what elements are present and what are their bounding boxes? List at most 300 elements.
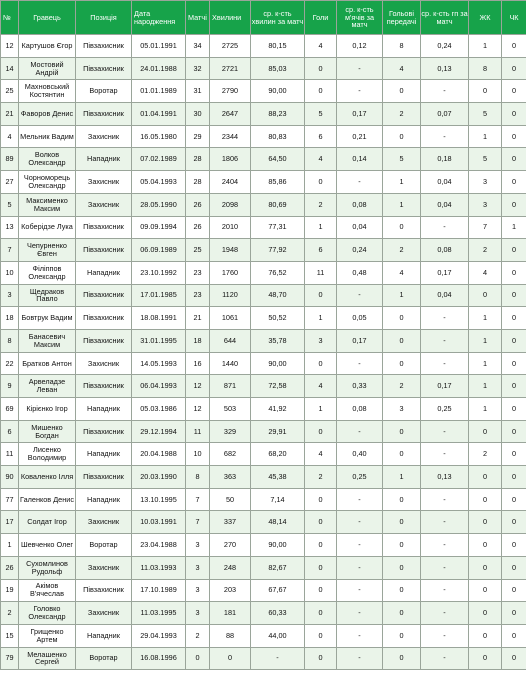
cell-goals-per-match: - (337, 556, 383, 579)
cell-yellow-cards: 1 (469, 398, 502, 421)
cell-red-cards: 0 (502, 443, 526, 466)
cell-num: 25 (1, 80, 19, 103)
cell-assists-per-match: 0,17 (421, 375, 469, 398)
cell-yellow-cards: 4 (469, 261, 502, 284)
cell-avg-minutes: 77,92 (251, 239, 305, 262)
cell-assists-per-match: 0,04 (421, 171, 469, 194)
cell-assists-per-match: - (421, 534, 469, 557)
cell-player-name: Мостовий Андрій (19, 57, 76, 80)
cell-avg-minutes: 80,83 (251, 125, 305, 148)
cell-minutes: 682 (210, 443, 251, 466)
table-row (1, 647, 526, 670)
cell-matches: 3 (186, 579, 210, 602)
cell-avg-minutes: 88,23 (251, 103, 305, 126)
table-row (1, 443, 526, 466)
cell-num: 3 (1, 284, 19, 307)
cell-assists-per-match: - (421, 420, 469, 443)
cell-num: 8 (1, 329, 19, 352)
cell-birth-date: 06.09.1989 (132, 239, 186, 262)
cell-birth-date: 20.04.1988 (132, 443, 186, 466)
cell-num: 6 (1, 420, 19, 443)
cell-player-name: Філіппов Олександр (19, 261, 76, 284)
cell-position: Захисник (76, 602, 132, 625)
cell-goals-per-match: 0,08 (337, 193, 383, 216)
cell-player-name: Коваленко Ілля (19, 466, 76, 489)
table-row (1, 579, 526, 602)
cell-player-name: Арвеладзе Леван (19, 375, 76, 398)
cell-birth-date: 18.08.1991 (132, 307, 186, 330)
cell-avg-minutes: 48,14 (251, 511, 305, 534)
cell-goals-per-match: - (337, 624, 383, 647)
cell-birth-date: 16.08.1996 (132, 647, 186, 670)
cell-assists: 0 (383, 125, 421, 148)
cell-player-name: Щедраков Павло (19, 284, 76, 307)
cell-avg-minutes: 67,67 (251, 579, 305, 602)
cell-yellow-cards: 5 (469, 103, 502, 126)
cell-birth-date: 24.01.1988 (132, 57, 186, 80)
cell-red-cards: 0 (502, 511, 526, 534)
cell-birth-date: 11.03.1995 (132, 602, 186, 625)
cell-avg-minutes: 80,69 (251, 193, 305, 216)
header-minutes: Хвилини (210, 1, 251, 35)
cell-minutes: 2010 (210, 216, 251, 239)
cell-position: Півзахисник (76, 216, 132, 239)
cell-goals-per-match: 0,25 (337, 466, 383, 489)
cell-position: Нападник (76, 443, 132, 466)
cell-minutes: 644 (210, 329, 251, 352)
cell-position: Захисник (76, 171, 132, 194)
cell-num: 79 (1, 647, 19, 670)
cell-yellow-cards: 0 (469, 624, 502, 647)
cell-position: Воротар (76, 647, 132, 670)
cell-player-name: Кірієнко Ігор (19, 398, 76, 421)
cell-matches: 21 (186, 307, 210, 330)
cell-minutes: 503 (210, 398, 251, 421)
cell-goals: 4 (305, 148, 337, 171)
cell-goals: 3 (305, 329, 337, 352)
cell-minutes: 329 (210, 420, 251, 443)
cell-assists: 0 (383, 329, 421, 352)
cell-yellow-cards: 2 (469, 443, 502, 466)
header-assists-per-match: ср. к-сть гп за матч (421, 1, 469, 35)
cell-position: Нападник (76, 624, 132, 647)
cell-red-cards: 0 (502, 103, 526, 126)
cell-red-cards: 0 (502, 284, 526, 307)
cell-goals-per-match: 0,40 (337, 443, 383, 466)
cell-position: Нападник (76, 488, 132, 511)
cell-assists: 0 (383, 647, 421, 670)
cell-yellow-cards: 3 (469, 171, 502, 194)
cell-birth-date: 01.04.1991 (132, 103, 186, 126)
cell-matches: 11 (186, 420, 210, 443)
cell-minutes: 248 (210, 556, 251, 579)
cell-position: Півзахисник (76, 307, 132, 330)
cell-goals-per-match: - (337, 80, 383, 103)
cell-player-name: Картушов Єгор (19, 35, 76, 58)
cell-matches: 10 (186, 443, 210, 466)
cell-assists: 5 (383, 148, 421, 171)
cell-num: 5 (1, 193, 19, 216)
cell-assists: 3 (383, 398, 421, 421)
table-row (1, 466, 526, 489)
cell-goals-per-match: 0,17 (337, 103, 383, 126)
cell-num: 1 (1, 534, 19, 557)
cell-goals-per-match: - (337, 647, 383, 670)
cell-minutes: 2725 (210, 35, 251, 58)
cell-goals: 0 (305, 624, 337, 647)
table-row (1, 352, 526, 375)
cell-player-name: Галенков Денис (19, 488, 76, 511)
cell-avg-minutes: 90,00 (251, 352, 305, 375)
cell-red-cards: 0 (502, 352, 526, 375)
cell-goals: 4 (305, 35, 337, 58)
cell-assists: 0 (383, 511, 421, 534)
cell-matches: 26 (186, 216, 210, 239)
cell-avg-minutes: 44,00 (251, 624, 305, 647)
cell-birth-date: 05.03.1986 (132, 398, 186, 421)
cell-goals: 0 (305, 556, 337, 579)
cell-num: 22 (1, 352, 19, 375)
cell-goals-per-match: - (337, 420, 383, 443)
cell-assists: 0 (383, 216, 421, 239)
cell-goals-per-match: - (337, 602, 383, 625)
cell-avg-minutes: 77,31 (251, 216, 305, 239)
cell-goals: 2 (305, 466, 337, 489)
cell-matches: 30 (186, 103, 210, 126)
cell-goals: 1 (305, 307, 337, 330)
cell-num: 15 (1, 624, 19, 647)
cell-birth-date: 29.04.1993 (132, 624, 186, 647)
cell-assists: 0 (383, 602, 421, 625)
cell-assists: 2 (383, 239, 421, 262)
cell-assists: 1 (383, 284, 421, 307)
cell-yellow-cards: 0 (469, 420, 502, 443)
cell-position: Півзахисник (76, 103, 132, 126)
cell-assists: 8 (383, 35, 421, 58)
cell-player-name: Махновський Костянтин (19, 80, 76, 103)
table-row (1, 329, 526, 352)
cell-position: Півзахисник (76, 329, 132, 352)
cell-position: Півзахисник (76, 420, 132, 443)
cell-avg-minutes: 45,38 (251, 466, 305, 489)
cell-num: 12 (1, 35, 19, 58)
cell-avg-minutes: 85,86 (251, 171, 305, 194)
cell-player-name: Мелашенко Сергей (19, 647, 76, 670)
cell-minutes: 2790 (210, 80, 251, 103)
header-red-cards: ЧК (502, 1, 526, 35)
cell-birth-date: 05.04.1993 (132, 171, 186, 194)
cell-birth-date: 23.04.1988 (132, 534, 186, 557)
cell-yellow-cards: 1 (469, 35, 502, 58)
cell-minutes: 1440 (210, 352, 251, 375)
cell-minutes: 1061 (210, 307, 251, 330)
cell-red-cards: 0 (502, 624, 526, 647)
cell-assists: 1 (383, 171, 421, 194)
cell-assists: 0 (383, 80, 421, 103)
cell-position: Захисник (76, 352, 132, 375)
cell-goals-per-match: - (337, 579, 383, 602)
cell-avg-minutes: 48,70 (251, 284, 305, 307)
cell-avg-minutes: 72,58 (251, 375, 305, 398)
cell-minutes: 337 (210, 511, 251, 534)
cell-yellow-cards: 1 (469, 329, 502, 352)
cell-player-name: Мишенко Богдан (19, 420, 76, 443)
cell-assists-per-match: - (421, 352, 469, 375)
cell-goals-per-match: - (337, 511, 383, 534)
cell-matches: 29 (186, 125, 210, 148)
cell-num: 4 (1, 125, 19, 148)
cell-minutes: 181 (210, 602, 251, 625)
cell-matches: 26 (186, 193, 210, 216)
cell-minutes: 1806 (210, 148, 251, 171)
table-row (1, 239, 526, 262)
cell-avg-minutes: 80,15 (251, 35, 305, 58)
cell-position: Захисник (76, 193, 132, 216)
cell-goals: 4 (305, 443, 337, 466)
cell-yellow-cards: 0 (469, 511, 502, 534)
cell-yellow-cards: 0 (469, 556, 502, 579)
cell-yellow-cards: 0 (469, 488, 502, 511)
cell-position: Нападник (76, 398, 132, 421)
cell-avg-minutes: 85,03 (251, 57, 305, 80)
cell-red-cards: 0 (502, 647, 526, 670)
cell-red-cards: 0 (502, 556, 526, 579)
cell-minutes: 2404 (210, 171, 251, 194)
table-row (1, 488, 526, 511)
cell-avg-minutes: 50,52 (251, 307, 305, 330)
cell-yellow-cards: 0 (469, 534, 502, 557)
cell-goals-per-match: 0,21 (337, 125, 383, 148)
cell-avg-minutes: 90,00 (251, 534, 305, 557)
cell-matches: 18 (186, 329, 210, 352)
header-assists: Гольові передачі (383, 1, 421, 35)
table-row (1, 193, 526, 216)
cell-minutes: 270 (210, 534, 251, 557)
cell-player-name: Лисенко Володимир (19, 443, 76, 466)
cell-assists-per-match: 0,04 (421, 284, 469, 307)
cell-matches: 3 (186, 534, 210, 557)
cell-assists: 4 (383, 57, 421, 80)
cell-red-cards: 0 (502, 602, 526, 625)
cell-position: Півзахисник (76, 284, 132, 307)
cell-birth-date: 17.01.1985 (132, 284, 186, 307)
header-yellow-cards: ЖК (469, 1, 502, 35)
cell-assists: 0 (383, 443, 421, 466)
cell-assists: 0 (383, 624, 421, 647)
cell-minutes: 2098 (210, 193, 251, 216)
table-row (1, 148, 526, 171)
table-row (1, 216, 526, 239)
cell-assists-per-match: - (421, 511, 469, 534)
cell-red-cards: 0 (502, 579, 526, 602)
cell-yellow-cards: 1 (469, 307, 502, 330)
cell-red-cards: 0 (502, 466, 526, 489)
cell-num: 10 (1, 261, 19, 284)
cell-num: 2 (1, 602, 19, 625)
cell-num: 7 (1, 239, 19, 262)
header-player: Гравець (19, 1, 76, 35)
header-birth: Дата народження (132, 1, 186, 35)
cell-birth-date: 07.02.1989 (132, 148, 186, 171)
cell-goals: 1 (305, 216, 337, 239)
cell-assists-per-match: 0,13 (421, 57, 469, 80)
cell-num: 89 (1, 148, 19, 171)
cell-assists-per-match: - (421, 488, 469, 511)
cell-player-name: Банасевич Максим (19, 329, 76, 352)
cell-minutes: 0 (210, 647, 251, 670)
cell-red-cards: 0 (502, 488, 526, 511)
cell-assists-per-match: - (421, 556, 469, 579)
cell-player-name: Головко Олександр (19, 602, 76, 625)
cell-assists-per-match: - (421, 125, 469, 148)
cell-matches: 12 (186, 398, 210, 421)
table-row (1, 602, 526, 625)
table-row (1, 375, 526, 398)
cell-birth-date: 14.05.1993 (132, 352, 186, 375)
cell-matches: 25 (186, 239, 210, 262)
cell-assists: 2 (383, 103, 421, 126)
cell-goals-per-match: 0,24 (337, 239, 383, 262)
cell-matches: 28 (186, 171, 210, 194)
cell-minutes: 50 (210, 488, 251, 511)
cell-player-name: Максименко Максим (19, 193, 76, 216)
cell-goals: 6 (305, 239, 337, 262)
header-goals-per-match: ср. к-сть м'ячів за матч (337, 1, 383, 35)
cell-red-cards: 0 (502, 534, 526, 557)
cell-avg-minutes: 68,20 (251, 443, 305, 466)
cell-yellow-cards: 0 (469, 579, 502, 602)
cell-matches: 23 (186, 284, 210, 307)
table-row (1, 624, 526, 647)
header-position: Позиція (76, 1, 132, 35)
cell-red-cards: 0 (502, 329, 526, 352)
cell-num: 77 (1, 488, 19, 511)
cell-assists: 1 (383, 466, 421, 489)
cell-red-cards: 0 (502, 239, 526, 262)
cell-position: Воротар (76, 80, 132, 103)
cell-goals-per-match: - (337, 352, 383, 375)
cell-minutes: 1120 (210, 284, 251, 307)
header-avg-minutes: ср. к-сть хвилин за матч (251, 1, 305, 35)
cell-yellow-cards: 0 (469, 80, 502, 103)
cell-goals: 0 (305, 511, 337, 534)
cell-position: Півзахисник (76, 466, 132, 489)
cell-goals: 0 (305, 171, 337, 194)
cell-player-name: Солдат Ігор (19, 511, 76, 534)
cell-goals: 11 (305, 261, 337, 284)
cell-goals: 0 (305, 579, 337, 602)
cell-red-cards: 0 (502, 261, 526, 284)
cell-goals: 0 (305, 488, 337, 511)
cell-yellow-cards: 3 (469, 193, 502, 216)
table-row (1, 57, 526, 80)
cell-birth-date: 16.05.1980 (132, 125, 186, 148)
header-goals: Голи (305, 1, 337, 35)
cell-assists-per-match: 0,13 (421, 466, 469, 489)
cell-assists: 0 (383, 534, 421, 557)
cell-player-name: Бовтрук Вадим (19, 307, 76, 330)
cell-player-name: Сухомлинов Рудольф (19, 556, 76, 579)
cell-avg-minutes: 82,67 (251, 556, 305, 579)
table-row (1, 80, 526, 103)
cell-assists-per-match: 0,25 (421, 398, 469, 421)
cell-goals: 0 (305, 602, 337, 625)
cell-assists-per-match: - (421, 443, 469, 466)
cell-goals: 0 (305, 80, 337, 103)
cell-goals: 2 (305, 193, 337, 216)
cell-goals: 0 (305, 647, 337, 670)
cell-minutes: 2647 (210, 103, 251, 126)
cell-matches: 7 (186, 488, 210, 511)
cell-goals: 4 (305, 375, 337, 398)
cell-birth-date: 01.01.1989 (132, 80, 186, 103)
cell-goals-per-match: 0,17 (337, 329, 383, 352)
cell-minutes: 363 (210, 466, 251, 489)
cell-player-name: Волков Олександр (19, 148, 76, 171)
table-row (1, 420, 526, 443)
cell-minutes: 88 (210, 624, 251, 647)
cell-matches: 3 (186, 556, 210, 579)
cell-assists-per-match: - (421, 602, 469, 625)
cell-position: Півзахисник (76, 35, 132, 58)
cell-num: 9 (1, 375, 19, 398)
cell-goals-per-match: - (337, 488, 383, 511)
cell-avg-minutes: 60,33 (251, 602, 305, 625)
cell-birth-date: 29.12.1994 (132, 420, 186, 443)
cell-avg-minutes: 76,52 (251, 261, 305, 284)
cell-assists-per-match: 0,08 (421, 239, 469, 262)
cell-minutes: 1760 (210, 261, 251, 284)
cell-position: Нападник (76, 261, 132, 284)
cell-matches: 31 (186, 80, 210, 103)
cell-minutes: 203 (210, 579, 251, 602)
cell-position: Півзахисник (76, 375, 132, 398)
cell-position: Воротар (76, 534, 132, 557)
cell-goals-per-match: 0,14 (337, 148, 383, 171)
cell-goals: 0 (305, 284, 337, 307)
cell-assists-per-match: 0,17 (421, 261, 469, 284)
cell-matches: 3 (186, 602, 210, 625)
table-row (1, 284, 526, 307)
table-row (1, 534, 526, 557)
cell-goals-per-match: 0,05 (337, 307, 383, 330)
cell-goals-per-match: - (337, 57, 383, 80)
cell-player-name: Фаворов Денис (19, 103, 76, 126)
cell-assists: 0 (383, 488, 421, 511)
cell-player-name: Чорноморець Олександр (19, 171, 76, 194)
cell-assists-per-match: 0,07 (421, 103, 469, 126)
cell-matches: 23 (186, 261, 210, 284)
cell-goals-per-match: - (337, 534, 383, 557)
cell-avg-minutes: 35,78 (251, 329, 305, 352)
cell-birth-date: 17.10.1989 (132, 579, 186, 602)
cell-player-name: Братков Антон (19, 352, 76, 375)
cell-matches: 0 (186, 647, 210, 670)
cell-birth-date: 06.04.1993 (132, 375, 186, 398)
cell-red-cards: 0 (502, 193, 526, 216)
cell-yellow-cards: 1 (469, 375, 502, 398)
cell-num: 26 (1, 556, 19, 579)
cell-birth-date: 11.03.1993 (132, 556, 186, 579)
cell-position: Захисник (76, 125, 132, 148)
cell-matches: 12 (186, 375, 210, 398)
cell-red-cards: 0 (502, 125, 526, 148)
cell-player-name: Шевченко Олег (19, 534, 76, 557)
cell-assists: 0 (383, 579, 421, 602)
table-row (1, 35, 526, 58)
cell-birth-date: 10.03.1991 (132, 511, 186, 534)
cell-assists: 0 (383, 420, 421, 443)
